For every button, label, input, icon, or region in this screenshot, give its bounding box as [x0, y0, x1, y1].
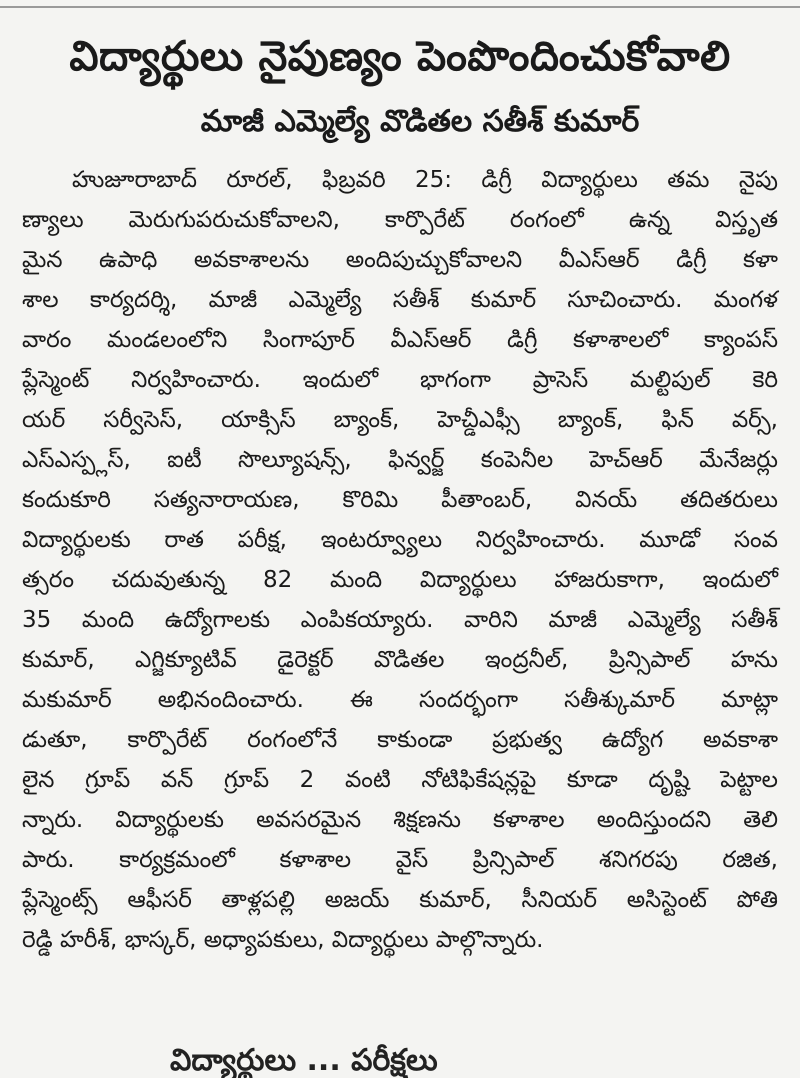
- body-line: కుమార్, ఎగ్జిక్యూటివ్ డైరెక్టర్ వొడితల ఇంద్రనీల్, ప్రిన్సిపాల్ హను: [22, 647, 778, 673]
- body-line: విద్యార్థులకు రాత పరీక్ష, ఇంటర్వ్యూలు నిర్వహించారు. మూడో సంవ: [22, 527, 778, 553]
- body-line: మకుమార్ అభినందించారు. ఈ సందర్భంగా సతీశ్కుమార్ మాట్లా: [22, 687, 778, 713]
- body-line: ణ్యాలు మెరుగుపరుచుకోవాలని, కార్పొరేట్ రంగంలో ఉన్న విస్తృత: [22, 207, 778, 233]
- top-divider: [0, 6, 800, 8]
- body-line: లైన గ్రూప్ వన్ గ్రూప్ 2 వంటి నోటిఫికేషన్లపై కూడా దృష్టి పెట్టాల: [22, 767, 778, 793]
- next-headline-fragment: విద్యార్థులు ... పరీక్షలు: [170, 1043, 438, 1078]
- body-line: హుజూరాబాద్ రూరల్, ఫిబ్రవరి 25: డిగ్రీ విద్యార్థులు తమ నైపు: [72, 167, 778, 193]
- body-line: యర్ సర్వీసెస్, యాక్సిస్ బ్యాంక్, హెచ్డీఎఫ్సీ బ్యాంక్, ఫిన్ వర్స్,: [22, 407, 778, 433]
- article-subheadline: మాజీ ఎమ్మెల్యే వొడితల సతీశ్ కుమార్: [200, 104, 640, 139]
- body-line: ఎస్ఎస్ప్లస్, ఐటీ సొల్యూషన్స్, ఫిన్వర్జ్ కంపెనీల హెచ్ఆర్ మేనేజర్లు: [22, 447, 778, 473]
- body-line: శాల కార్యదర్శి, మాజీ ఎమ్మెల్యే సతీశ్ కుమార్ సూచించారు. మంగళ: [22, 287, 778, 313]
- article-headline: విద్యార్థులు నైపుణ్యం పెంపొందించుకోవాలి: [69, 32, 731, 80]
- body-line: డుతూ, కార్పొరేట్ రంగంలోనే కాకుండా ప్రభుత్వ ఉద్యోగ అవకాశా: [22, 727, 778, 753]
- body-line: త్సరం చదువుతున్న 82 మంది విద్యార్థులు హాజరుకాగా, ఇందులో: [22, 567, 778, 593]
- body-line: మైన ఉపాధి అవకాశాలను అందిపుచ్చుకోవాలని వీఎస్ఆర్ డిగ్రీ కళా: [22, 247, 778, 273]
- body-line: 35 మంది ఉద్యోగాలకు ఎంపికయ్యారు. వారిని మాజీ ఎమ్మెల్యే సతీశ్: [22, 607, 778, 633]
- body-line: కందుకూరి సత్యనారాయణ, కొరిమి పీతాంబర్, వినయ్ తదితరులు: [22, 487, 778, 513]
- body-line: ప్లేస్మెంట్స్ ఆఫీసర్ తాళ్లపల్లి అజయ్ కుమార్, సీనియర్ అసిస్టెంట్ పోతి: [22, 887, 778, 913]
- body-line: న్నారు. విద్యార్థులకు అవసరమైన శిక్షణను కళాశాల అందిస్తుందని తెలి: [22, 807, 778, 833]
- next-article-headline-cropped: [0, 1040, 800, 1078]
- body-line: వారం మండలంలోని సింగాపూర్ వీఎస్ఆర్ డిగ్రీ కళాశాలలో క్యాంపస్: [22, 327, 778, 353]
- body-line: ప్లేస్మెంట్ నిర్వహించారు. ఇందులో భాగంగా ప్రాసెస్ మల్టిపుల్ కెరి: [22, 367, 778, 393]
- body-line: పారు. కార్యక్రమంలో కళాశాల వైస్ ప్రిన్సిపాల్ శనిగరపు రజిత,: [22, 847, 778, 873]
- article-body: [22, 160, 778, 960]
- body-line: రెడ్డి హరీశ్, భాస్కర్, అధ్యాపకులు, విద్యార్థులు పాల్గొన్నారు.: [22, 927, 544, 953]
